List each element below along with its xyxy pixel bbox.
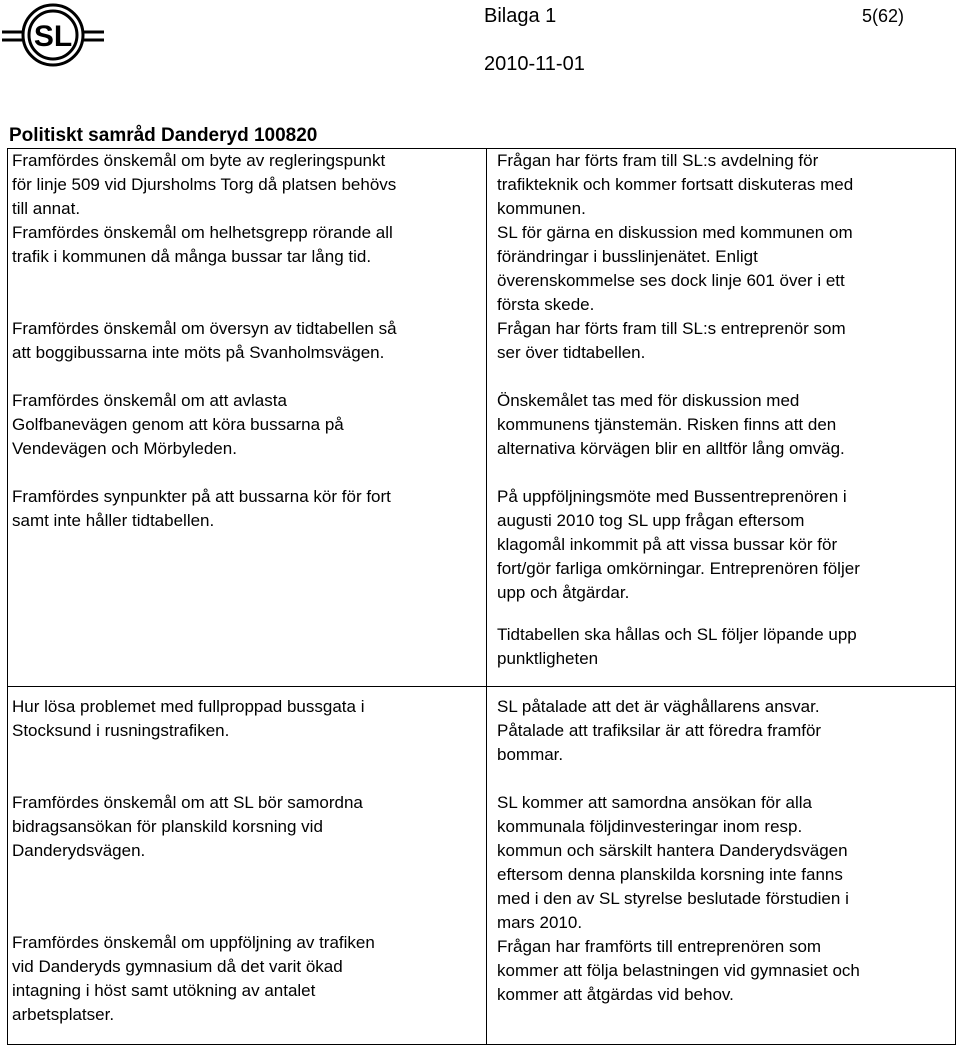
table-cell-text: Framfördes önskemål om översyn av tidtabellen så att boggibussarna inte möts på Svanholmsvägen. xyxy=(12,319,397,362)
table-cell-text: SL kommer att samordna ansökan för alla kommunala följdinvesteringar inom resp. kommun och särskilt hantera Danderydsvägen eftersom denna planskilda korsning inte fanns med i den av SL styrelse beslutade förstudien i mars 2010. Frågan har framförts till entreprenören som kommer att följa belastningen vid gymnasiet och kommer att åtgärdas vid behov. xyxy=(497,793,860,1004)
table-border-right xyxy=(955,148,956,1045)
table-cell-text: SL påtalade att det är väghållarens ansvar. Påtalade att trafiksilar är att föredra framför bommar. xyxy=(497,697,822,764)
table-column-divider xyxy=(486,148,487,1045)
table-border-bottom xyxy=(7,1044,956,1045)
table-cell-text: Framfördes önskemål om uppföljning av trafiken vid Danderyds gymnasium då det varit ökad intagning i höst samt utökning av antalet arbetsplatser. xyxy=(12,933,375,1024)
table-cell-text: Tidtabellen ska hållas och SL följer löpande upp punktligheten xyxy=(497,625,857,668)
table-cell-text: Framfördes önskemål om att SL bör samordna bidragsansökan för planskild korsning vid Danderydsvägen. xyxy=(12,793,363,860)
table-cell-text: Frågan har förts fram till SL:s avdelning för trafikteknik och kommer fortsatt diskuteras med kommunen. SL för gärna en diskussion med kommunen om förändringar i busslinjenätet. Enligt överenskommelse ses dock linje 601 över i ett första skede. Frågan har förts fram till SL:s entreprenör som ser över tidtabellen. xyxy=(497,151,854,362)
document-date: 2010-11-01 xyxy=(484,53,585,75)
table-border-left xyxy=(7,148,8,1045)
table-row-divider xyxy=(7,686,956,687)
table-cell-text: Framfördes synpunkter på att bussarna kör för fort samt inte håller tidtabellen. xyxy=(12,487,391,530)
table-cell-text: Framfördes önskemål om byte av regleringspunkt för linje 509 vid Djursholms Torg då platsen behövs till annat. Framfördes önskemål om helhetsgrepp rörande all trafik i kommunen då många bussar tar lång tid. xyxy=(12,151,397,266)
logo-text: SL xyxy=(33,20,73,53)
page-number: 5(62) xyxy=(862,6,905,26)
section-title: Politiskt samråd Danderyd 100820 xyxy=(9,125,318,146)
table-cell-text: Hur lösa problemet med fullproppad bussgata i Stocksund i rusningstrafiken. xyxy=(12,697,365,740)
table-cell-text: Framfördes önskemål om att avlasta Golfbanevägen genom att köra bussarna på Vendevägen och Mörbyleden. xyxy=(12,391,344,458)
bilaga-label: Bilaga 1 xyxy=(484,5,557,27)
table-cell-text: Önskemålet tas med för diskussion med kommunens tjänstemän. Risken finns att den alternativa körvägen blir en alltför lång omväg. xyxy=(497,391,845,458)
table-cell-text: På uppföljningsmöte med Bussentreprenören i augusti 2010 tog SL upp frågan eftersom klagomål inkommit på att vissa bussar kör för fort/gör farliga omkörningar. Entreprenören följer upp och åtgärdar. xyxy=(497,487,860,602)
